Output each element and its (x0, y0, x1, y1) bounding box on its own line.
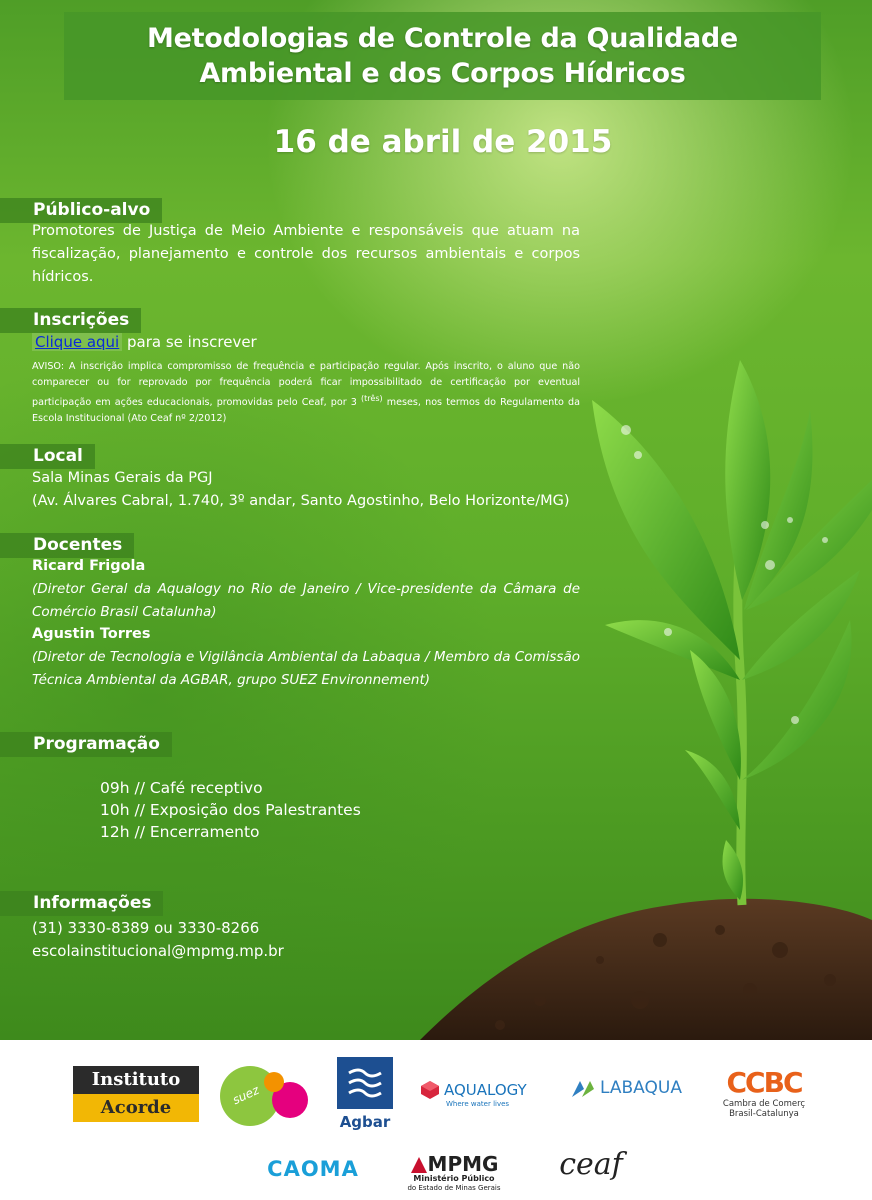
caoma-label: CAOMA (267, 1157, 359, 1181)
heading-publico-alvo: Público-alvo (0, 198, 162, 223)
mpmg-line-1: Ministério Público (413, 1173, 495, 1183)
suez-label: suez (230, 1082, 262, 1108)
info-phone: (31) 3330-8389 ou 3330-8266 (32, 919, 260, 937)
heading-inscricoes: Inscrições (0, 308, 141, 333)
heading-docentes: Docentes (0, 533, 134, 558)
logo-caoma (256, 1154, 370, 1184)
inscricao-line (32, 331, 257, 354)
labaqua-label: LABAQUA (600, 1078, 682, 1098)
programacao-item-1: 09h // Café receptivo (100, 779, 263, 797)
acorde-line-1: Instituto (91, 1069, 181, 1090)
logo-labaqua (560, 1074, 692, 1102)
local-line-2: (Av. Álvares Cabral, 1.740, 3º andar, Santo Agostinho, Belo Horizonte/MG) (32, 493, 570, 509)
ceaf-label: ceaf (559, 1146, 623, 1182)
heading-programacao: Programação (0, 732, 172, 757)
ccbc-line-2: Brasil-Catalunya (729, 1109, 799, 1119)
docente-name-2: Agustin Torres (32, 626, 151, 642)
acorde-line-2: Acorde (73, 1094, 199, 1122)
aviso-pre: AVISO: A inscrição implica compromisso de frequência e participação regular. Após inscrito, o aluno que não comparecer ou for reprovado por frequência poderá ficar impossibilitado de certificação por eventual participação em ações educacionais, promovidas pelo Ceaf, por 3 (32, 361, 580, 409)
logo-agbar (336, 1054, 394, 1134)
title-line-1: Metodologias de Controle da Qualidade (147, 23, 738, 54)
publico-alvo-text: Promotores de Justiça de Meio Ambiente e responsáveis que atuam na fiscalização, planejamento e controle dos recursos ambientais e corpos hídricos. (32, 223, 580, 285)
docente-desc-1: (Diretor Geral da Aqualogy no Rio de Janeiro / Vice-presidente da Câmara de Comércio Brasil Catalunha) (32, 581, 580, 620)
event-date: 16 de abril de 2015 (273, 124, 613, 160)
programacao-item-2: 10h // Exposição dos Palestrantes (100, 801, 361, 819)
aqualogy-cube-icon (420, 1080, 440, 1100)
logo-mpmg (398, 1148, 510, 1198)
docente-name-1: Ricard Frigola (32, 558, 146, 574)
aviso-post: meses, nos termos do Regulamento da Escola Institucional (Ato Ceaf nº 2/2012) (32, 397, 580, 425)
clique-aqui-link[interactable]: Clique aqui (32, 333, 122, 351)
logo-suez (218, 1058, 310, 1130)
info-email[interactable]: escolainstitucional@mpmg.mp.br (32, 942, 284, 960)
inscricao-suffix: para se inscrever (122, 333, 257, 351)
partner-logos (0, 1040, 872, 1200)
local-line-1: Sala Minas Gerais da PGJ (32, 470, 213, 486)
aqualogy-label: AQUALOGY (444, 1081, 527, 1099)
heading-informacoes: Informações (0, 891, 163, 916)
logo-aqualogy (420, 1074, 544, 1114)
ccbc-mark: CCBC (726, 1066, 802, 1099)
ccbc-line-1: Cambra de Comerç (722, 1099, 806, 1109)
aqualogy-tagline: Where water lives (446, 1100, 510, 1108)
title-banner (64, 12, 821, 100)
aviso-sup: (três) (361, 394, 383, 403)
agbar-label: Agbar (339, 1113, 391, 1131)
logo-ccbc (716, 1062, 812, 1124)
logo-instituto-acorde (73, 1066, 199, 1122)
mpmg-label: MPMG (427, 1151, 499, 1176)
heading-local: Local (0, 444, 95, 469)
plant-illustration (420, 360, 872, 1040)
mpmg-line-2: do Estado de Minas Gerais (407, 1183, 501, 1192)
mpmg-triangle-icon (410, 1156, 428, 1174)
logo-ceaf (548, 1132, 634, 1196)
aviso-text (32, 359, 580, 427)
docente-desc-2: (Diretor de Tecnologia e Vigilância Ambiental da Labaqua / Membro da Comissão Técnica Ambiental da AGBAR, grupo SUEZ Environnement) (32, 649, 580, 688)
title-line-2: Ambiental e dos Corpos Hídricos (199, 58, 686, 89)
labaqua-mark-icon (570, 1077, 596, 1099)
agbar-mark-icon (337, 1057, 393, 1109)
programacao-item-3: 12h // Encerramento (100, 823, 260, 841)
